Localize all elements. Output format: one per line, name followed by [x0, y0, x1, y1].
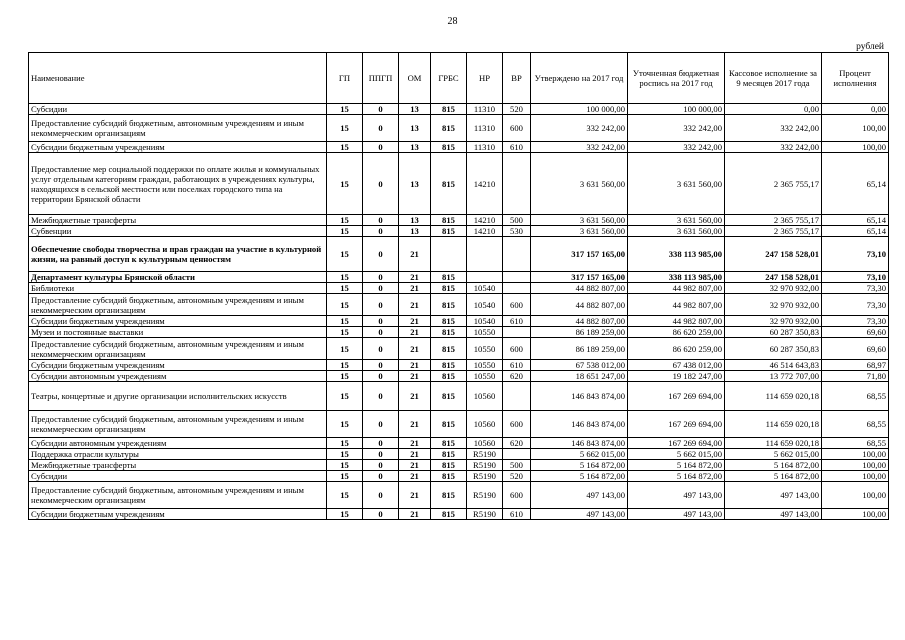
cell-name: Предоставление субсидий бюджетным, автономным учреждениям и иным некоммерческим организациям	[29, 338, 327, 360]
header-om: ОМ	[399, 53, 431, 104]
cell-gp: 15	[327, 460, 363, 471]
cell-om: 13	[399, 104, 431, 115]
cell-name: Обеспечение свободы творчества и прав граждан на участие в культурной жизни, на равный доступ к культурным ценностям	[29, 237, 327, 272]
cell-vr: 500	[503, 215, 531, 226]
cell-refined: 338 113 985,00	[628, 237, 725, 272]
cell-grbs: 815	[431, 104, 467, 115]
table-row	[29, 438, 889, 449]
cell-ppgp: 0	[363, 104, 399, 115]
cell-vr: 610	[503, 360, 531, 371]
cell-percent: 73,10	[822, 272, 889, 283]
cell-vr	[503, 283, 531, 294]
cell-nr: R5190	[467, 471, 503, 482]
cell-vr	[503, 449, 531, 460]
cell-executed: 0,00	[725, 104, 822, 115]
cell-grbs: 815	[431, 272, 467, 283]
cell-name: Субсидии автономным учреждениям	[29, 438, 327, 449]
cell-name: Предоставление субсидий бюджетным, автономным учреждениям и иным некоммерческим организациям	[29, 294, 327, 316]
cell-name: Субсидии бюджетным учреждениям	[29, 509, 327, 520]
cell-approved: 86 189 259,00	[531, 327, 628, 338]
cell-refined: 100 000,00	[628, 104, 725, 115]
table-row	[29, 482, 889, 509]
cell-vr	[503, 382, 531, 411]
cell-grbs: 815	[431, 215, 467, 226]
cell-approved: 5 662 015,00	[531, 449, 628, 460]
cell-om: 21	[399, 237, 431, 272]
table-row	[29, 215, 889, 226]
cell-approved: 497 143,00	[531, 482, 628, 509]
cell-nr: 10560	[467, 382, 503, 411]
cell-ppgp: 0	[363, 272, 399, 283]
table-row	[29, 471, 889, 482]
cell-vr: 600	[503, 294, 531, 316]
cell-percent: 65,14	[822, 215, 889, 226]
cell-nr: 14210	[467, 153, 503, 215]
header-ppgp: ППГП	[363, 53, 399, 104]
cell-nr: R5190	[467, 460, 503, 471]
header-vr: ВР	[503, 53, 531, 104]
cell-refined: 19 182 247,00	[628, 371, 725, 382]
cell-percent: 69,60	[822, 338, 889, 360]
cell-ppgp: 0	[363, 283, 399, 294]
cell-om: 21	[399, 338, 431, 360]
cell-approved: 67 538 012,00	[531, 360, 628, 371]
table-row	[29, 283, 889, 294]
cell-name: Межбюджетные трансферты	[29, 215, 327, 226]
cell-nr: 11310	[467, 142, 503, 153]
cell-executed: 60 287 350,83	[725, 338, 822, 360]
cell-name: Субсидии бюджетным учреждениям	[29, 360, 327, 371]
cell-executed: 32 970 932,00	[725, 294, 822, 316]
cell-gp: 15	[327, 272, 363, 283]
cell-nr: 10540	[467, 294, 503, 316]
cell-approved: 3 631 560,00	[531, 215, 628, 226]
cell-refined: 497 143,00	[628, 509, 725, 520]
cell-refined: 3 631 560,00	[628, 153, 725, 215]
table-row	[29, 460, 889, 471]
cell-name: Театры, концертные и другие организации исполнительских искусств	[29, 382, 327, 411]
table-row	[29, 316, 889, 327]
table-row	[29, 327, 889, 338]
cell-approved: 146 843 874,00	[531, 411, 628, 438]
cell-gp: 15	[327, 316, 363, 327]
cell-grbs: 815	[431, 460, 467, 471]
cell-name: Предоставление субсидий бюджетным, автономным учреждениям и иным некоммерческим организациям	[29, 115, 327, 142]
cell-grbs	[431, 237, 467, 272]
cell-approved: 497 143,00	[531, 509, 628, 520]
cell-refined: 86 620 259,00	[628, 338, 725, 360]
cell-nr: 10540	[467, 283, 503, 294]
cell-ppgp: 0	[363, 411, 399, 438]
cell-gp: 15	[327, 153, 363, 215]
table-row	[29, 142, 889, 153]
cell-percent: 71,80	[822, 371, 889, 382]
cell-percent: 73,10	[822, 237, 889, 272]
cell-percent: 100,00	[822, 471, 889, 482]
cell-refined: 332 242,00	[628, 115, 725, 142]
cell-ppgp: 0	[363, 153, 399, 215]
table-row	[29, 411, 889, 438]
cell-percent: 100,00	[822, 509, 889, 520]
cell-gp: 15	[327, 471, 363, 482]
cell-executed: 32 970 932,00	[725, 316, 822, 327]
cell-approved: 5 164 872,00	[531, 471, 628, 482]
cell-om: 21	[399, 482, 431, 509]
cell-om: 21	[399, 371, 431, 382]
cell-approved: 146 843 874,00	[531, 438, 628, 449]
cell-om: 13	[399, 226, 431, 237]
cell-refined: 497 143,00	[628, 482, 725, 509]
table-row	[29, 509, 889, 520]
cell-refined: 44 982 807,00	[628, 294, 725, 316]
cell-nr: 10560	[467, 438, 503, 449]
cell-executed: 5 662 015,00	[725, 449, 822, 460]
cell-om: 13	[399, 153, 431, 215]
cell-vr	[503, 272, 531, 283]
cell-ppgp: 0	[363, 237, 399, 272]
header-refined: Уточненная бюджетная роспись на 2017 год	[628, 53, 725, 104]
cell-executed: 5 164 872,00	[725, 460, 822, 471]
table-row	[29, 382, 889, 411]
cell-nr: 10550	[467, 371, 503, 382]
cell-approved: 332 242,00	[531, 142, 628, 153]
cell-grbs: 815	[431, 316, 467, 327]
cell-nr: 10550	[467, 327, 503, 338]
cell-vr	[503, 153, 531, 215]
cell-vr: 520	[503, 104, 531, 115]
units-label: рублей	[856, 42, 884, 52]
cell-executed: 5 164 872,00	[725, 471, 822, 482]
cell-vr: 620	[503, 371, 531, 382]
cell-om: 21	[399, 438, 431, 449]
cell-percent: 100,00	[822, 142, 889, 153]
cell-grbs: 815	[431, 509, 467, 520]
table-row	[29, 153, 889, 215]
cell-grbs: 815	[431, 142, 467, 153]
cell-name: Субвенции	[29, 226, 327, 237]
cell-ppgp: 0	[363, 460, 399, 471]
cell-refined: 67 438 012,00	[628, 360, 725, 371]
table-row	[29, 449, 889, 460]
cell-nr: R5190	[467, 509, 503, 520]
cell-name: Департамент культуры Брянской области	[29, 272, 327, 283]
cell-nr: R5190	[467, 449, 503, 460]
cell-nr: 14210	[467, 215, 503, 226]
cell-percent: 68,55	[822, 411, 889, 438]
cell-executed: 247 158 528,01	[725, 237, 822, 272]
table-row	[29, 338, 889, 360]
cell-nr: 10540	[467, 316, 503, 327]
cell-ppgp: 0	[363, 115, 399, 142]
table-row	[29, 371, 889, 382]
cell-name: Субсидии автономным учреждениям	[29, 371, 327, 382]
cell-vr: 610	[503, 142, 531, 153]
cell-gp: 15	[327, 382, 363, 411]
cell-executed: 2 365 755,17	[725, 153, 822, 215]
cell-approved: 5 164 872,00	[531, 460, 628, 471]
cell-percent: 65,14	[822, 153, 889, 215]
cell-nr: 14210	[467, 226, 503, 237]
cell-grbs: 815	[431, 153, 467, 215]
cell-gp: 15	[327, 509, 363, 520]
cell-executed: 13 772 707,00	[725, 371, 822, 382]
cell-grbs: 815	[431, 115, 467, 142]
cell-name: Предоставление субсидий бюджетным, автономным учреждениям и иным некоммерческим организациям	[29, 482, 327, 509]
cell-ppgp: 0	[363, 438, 399, 449]
cell-refined: 167 269 694,00	[628, 411, 725, 438]
cell-nr: 10560	[467, 411, 503, 438]
cell-nr: 11310	[467, 115, 503, 142]
cell-vr: 600	[503, 482, 531, 509]
cell-gp: 15	[327, 360, 363, 371]
cell-om: 21	[399, 272, 431, 283]
cell-percent: 100,00	[822, 482, 889, 509]
cell-percent: 68,55	[822, 438, 889, 449]
cell-percent: 73,30	[822, 283, 889, 294]
cell-executed: 497 143,00	[725, 482, 822, 509]
cell-gp: 15	[327, 294, 363, 316]
cell-name: Субсидии бюджетным учреждениям	[29, 316, 327, 327]
cell-grbs: 815	[431, 226, 467, 237]
cell-om: 13	[399, 115, 431, 142]
table-row	[29, 226, 889, 237]
table-row	[29, 237, 889, 272]
cell-approved: 44 882 807,00	[531, 283, 628, 294]
cell-name: Поддержка отрасли культуры	[29, 449, 327, 460]
cell-refined: 5 662 015,00	[628, 449, 725, 460]
header-nr: НР	[467, 53, 503, 104]
cell-approved: 44 882 807,00	[531, 316, 628, 327]
cell-om: 21	[399, 316, 431, 327]
header-grbs: ГРБС	[431, 53, 467, 104]
cell-ppgp: 0	[363, 471, 399, 482]
cell-grbs: 815	[431, 360, 467, 371]
cell-om: 21	[399, 509, 431, 520]
cell-gp: 15	[327, 237, 363, 272]
cell-grbs: 815	[431, 371, 467, 382]
cell-percent: 0,00	[822, 104, 889, 115]
cell-gp: 15	[327, 338, 363, 360]
cell-gp: 15	[327, 327, 363, 338]
cell-name: Межбюджетные трансферты	[29, 460, 327, 471]
cell-vr: 500	[503, 460, 531, 471]
cell-percent: 69,60	[822, 327, 889, 338]
cell-ppgp: 0	[363, 327, 399, 338]
cell-approved: 44 882 807,00	[531, 294, 628, 316]
cell-ppgp: 0	[363, 449, 399, 460]
cell-approved: 317 157 165,00	[531, 237, 628, 272]
cell-grbs: 815	[431, 382, 467, 411]
cell-ppgp: 0	[363, 360, 399, 371]
cell-executed: 114 659 020,18	[725, 411, 822, 438]
cell-ppgp: 0	[363, 215, 399, 226]
cell-gp: 15	[327, 142, 363, 153]
cell-grbs: 815	[431, 438, 467, 449]
cell-om: 13	[399, 142, 431, 153]
cell-ppgp: 0	[363, 338, 399, 360]
cell-approved: 3 631 560,00	[531, 153, 628, 215]
cell-grbs: 815	[431, 327, 467, 338]
cell-vr	[503, 327, 531, 338]
cell-vr: 520	[503, 471, 531, 482]
cell-nr	[467, 272, 503, 283]
cell-gp: 15	[327, 115, 363, 142]
cell-name: Субсидии	[29, 104, 327, 115]
cell-vr: 530	[503, 226, 531, 237]
cell-refined: 3 631 560,00	[628, 226, 725, 237]
cell-grbs: 815	[431, 482, 467, 509]
cell-gp: 15	[327, 283, 363, 294]
table-row	[29, 104, 889, 115]
cell-nr: 11310	[467, 104, 503, 115]
cell-om: 21	[399, 382, 431, 411]
header-percent: Процент исполнения	[822, 53, 889, 104]
cell-om: 21	[399, 411, 431, 438]
cell-grbs: 815	[431, 449, 467, 460]
cell-grbs: 815	[431, 471, 467, 482]
cell-grbs: 815	[431, 411, 467, 438]
cell-vr: 600	[503, 115, 531, 142]
header-gp: ГП	[327, 53, 363, 104]
cell-refined: 5 164 872,00	[628, 460, 725, 471]
cell-om: 21	[399, 471, 431, 482]
cell-approved: 317 157 165,00	[531, 272, 628, 283]
cell-percent: 73,30	[822, 294, 889, 316]
table-row	[29, 360, 889, 371]
cell-refined: 167 269 694,00	[628, 382, 725, 411]
cell-name: Музеи и постоянные выставки	[29, 327, 327, 338]
cell-executed: 332 242,00	[725, 115, 822, 142]
table-row	[29, 115, 889, 142]
cell-vr: 600	[503, 338, 531, 360]
cell-om: 21	[399, 449, 431, 460]
page-number: 28	[447, 16, 458, 27]
cell-gp: 15	[327, 104, 363, 115]
cell-ppgp: 0	[363, 142, 399, 153]
cell-vr: 600	[503, 411, 531, 438]
cell-om: 21	[399, 283, 431, 294]
cell-percent: 100,00	[822, 115, 889, 142]
cell-percent: 68,55	[822, 382, 889, 411]
cell-name: Субсидии бюджетным учреждениям	[29, 142, 327, 153]
cell-approved: 18 651 247,00	[531, 371, 628, 382]
cell-refined: 3 631 560,00	[628, 215, 725, 226]
cell-name: Предоставление мер социальной поддержки по оплате жилья и коммунальных услуг отдельным категориям граждан, работающих в учреждениях культуры, находящихся в сельской местности или поселках городского типа на территории Брянской области	[29, 153, 327, 215]
header-name: Наименование	[29, 53, 327, 104]
cell-approved: 3 631 560,00	[531, 226, 628, 237]
cell-refined: 44 982 807,00	[628, 316, 725, 327]
cell-vr: 620	[503, 438, 531, 449]
cell-om: 21	[399, 360, 431, 371]
cell-ppgp: 0	[363, 371, 399, 382]
cell-ppgp: 0	[363, 316, 399, 327]
cell-ppgp: 0	[363, 382, 399, 411]
cell-name: Библиотеки	[29, 283, 327, 294]
cell-executed: 2 365 755,17	[725, 226, 822, 237]
header-executed: Кассовое исполнение за 9 месяцев 2017 года	[725, 53, 822, 104]
cell-percent: 68,97	[822, 360, 889, 371]
cell-gp: 15	[327, 482, 363, 509]
cell-refined: 167 269 694,00	[628, 438, 725, 449]
cell-nr	[467, 237, 503, 272]
cell-ppgp: 0	[363, 226, 399, 237]
cell-percent: 65,14	[822, 226, 889, 237]
cell-vr: 610	[503, 509, 531, 520]
cell-name: Субсидии	[29, 471, 327, 482]
table-body	[29, 104, 889, 520]
cell-om: 21	[399, 327, 431, 338]
cell-gp: 15	[327, 438, 363, 449]
cell-percent: 100,00	[822, 460, 889, 471]
cell-approved: 86 189 259,00	[531, 338, 628, 360]
cell-gp: 15	[327, 449, 363, 460]
cell-approved: 146 843 874,00	[531, 382, 628, 411]
cell-nr: 10550	[467, 360, 503, 371]
cell-vr: 610	[503, 316, 531, 327]
cell-executed: 60 287 350,83	[725, 327, 822, 338]
cell-percent: 100,00	[822, 449, 889, 460]
table-row	[29, 272, 889, 283]
header-row	[29, 53, 889, 104]
header-approved: Утверждено на 2017 год	[531, 53, 628, 104]
budget-table	[28, 52, 889, 520]
cell-ppgp: 0	[363, 294, 399, 316]
cell-name: Предоставление субсидий бюджетным, автономным учреждениям и иным некоммерческим организациям	[29, 411, 327, 438]
cell-ppgp: 0	[363, 482, 399, 509]
cell-refined: 44 982 807,00	[628, 283, 725, 294]
cell-nr: 10550	[467, 338, 503, 360]
cell-percent: 73,30	[822, 316, 889, 327]
cell-om: 13	[399, 215, 431, 226]
cell-gp: 15	[327, 215, 363, 226]
cell-executed: 2 365 755,17	[725, 215, 822, 226]
cell-executed: 32 970 932,00	[725, 283, 822, 294]
cell-refined: 86 620 259,00	[628, 327, 725, 338]
cell-approved: 332 242,00	[531, 115, 628, 142]
table-row	[29, 294, 889, 316]
cell-om: 21	[399, 294, 431, 316]
cell-gp: 15	[327, 226, 363, 237]
cell-refined: 5 164 872,00	[628, 471, 725, 482]
cell-refined: 338 113 985,00	[628, 272, 725, 283]
cell-gp: 15	[327, 371, 363, 382]
cell-gp: 15	[327, 411, 363, 438]
cell-executed: 332 242,00	[725, 142, 822, 153]
cell-ppgp: 0	[363, 509, 399, 520]
cell-approved: 100 000,00	[531, 104, 628, 115]
cell-om: 21	[399, 460, 431, 471]
cell-grbs: 815	[431, 283, 467, 294]
cell-grbs: 815	[431, 338, 467, 360]
cell-vr	[503, 237, 531, 272]
cell-executed: 497 143,00	[725, 509, 822, 520]
cell-executed: 114 659 020,18	[725, 382, 822, 411]
cell-grbs: 815	[431, 294, 467, 316]
cell-executed: 247 158 528,01	[725, 272, 822, 283]
cell-nr: R5190	[467, 482, 503, 509]
cell-executed: 46 514 643,83	[725, 360, 822, 371]
cell-refined: 332 242,00	[628, 142, 725, 153]
cell-executed: 114 659 020,18	[725, 438, 822, 449]
